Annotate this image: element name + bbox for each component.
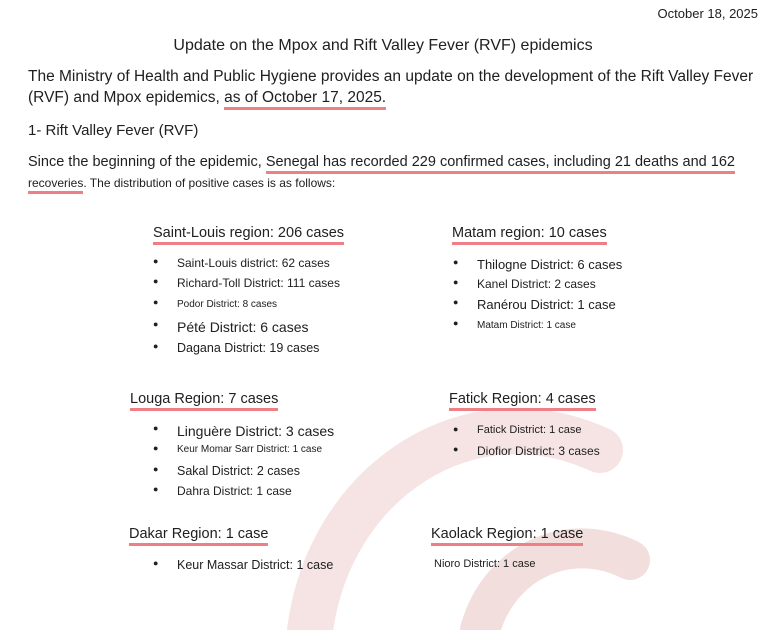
region-title-dakar: Dakar Region: 1 case — [129, 526, 268, 546]
district-list-saint-louis — [153, 256, 340, 361]
district-list-louga — [153, 423, 334, 504]
district-list-dakar — [153, 558, 333, 578]
summary-highlight: Senegal has recorded 229 confirmed cases, including 21 deaths and 162 — [266, 154, 735, 174]
region-title-matam: Matam region: 10 cases — [452, 225, 607, 245]
list-item: ● Linguère District: 3 cases — [153, 423, 334, 443]
intro-paragraph — [28, 66, 758, 108]
intro-text: The Ministry of Health and Public Hygiene provides an update on the development of the Rift Valley Fever (RVF) and Mpox epidemics, — [28, 68, 754, 106]
list-item: ● Matam District: 1 case — [453, 318, 622, 340]
district-list-kaolack — [434, 558, 535, 578]
list-item: ● Thilogne District: 6 cases — [453, 257, 622, 277]
list-item: ● Dahra District: 1 case — [153, 484, 334, 504]
list-item: ● Kanel District: 2 cases — [453, 277, 622, 297]
list-item: ● Pété District: 6 cases — [153, 319, 340, 341]
list-item: ● Podor District: 8 cases — [153, 297, 340, 319]
list-item: ● Ranérou District: 1 case — [453, 297, 622, 318]
intro-date-highlight: as of October 17, 2025. — [224, 89, 386, 110]
list-item: ● Keur Massar District: 1 case — [153, 558, 333, 578]
list-item: ● Sakal District: 2 cases — [153, 464, 334, 484]
document-date: October 18, 2025 — [657, 6, 758, 21]
region-title-saint-louis: Saint-Louis region: 206 cases — [153, 225, 344, 245]
list-item: ● Dagana District: 19 cases — [153, 341, 340, 361]
region-title-fatick: Fatick Region: 4 cases — [449, 391, 596, 411]
summary-highlight-recoveries: recoveries — [28, 176, 83, 194]
section-heading: 1- Rift Valley Fever (RVF) — [28, 122, 199, 139]
district-list-matam — [453, 257, 622, 340]
summary-tail: . The distribution of positive cases is as follows: — [83, 176, 336, 190]
list-item: Nioro District: 1 case — [434, 558, 536, 570]
summary-text: Since the beginning of the epidemic, — [28, 154, 266, 170]
summary-paragraph — [28, 152, 764, 194]
document-title: Update on the Mpox and Rift Valley Fever (RVF) epidemics — [173, 37, 593, 54]
list-item: ● Diofior District: 3 cases — [453, 444, 600, 464]
region-title-kaolack: Kaolack Region: 1 case — [431, 526, 583, 546]
region-title-louga: Louga Region: 7 cases — [130, 391, 278, 411]
list-item: ● Fatick District: 1 case — [453, 424, 600, 444]
list-item: ● Richard-Toll District: 111 cases — [153, 276, 340, 297]
district-list-fatick — [453, 424, 600, 464]
list-item: ● Saint-Louis district: 62 cases — [153, 256, 340, 276]
list-item: ● Keur Momar Sarr District: 1 case — [153, 443, 334, 464]
